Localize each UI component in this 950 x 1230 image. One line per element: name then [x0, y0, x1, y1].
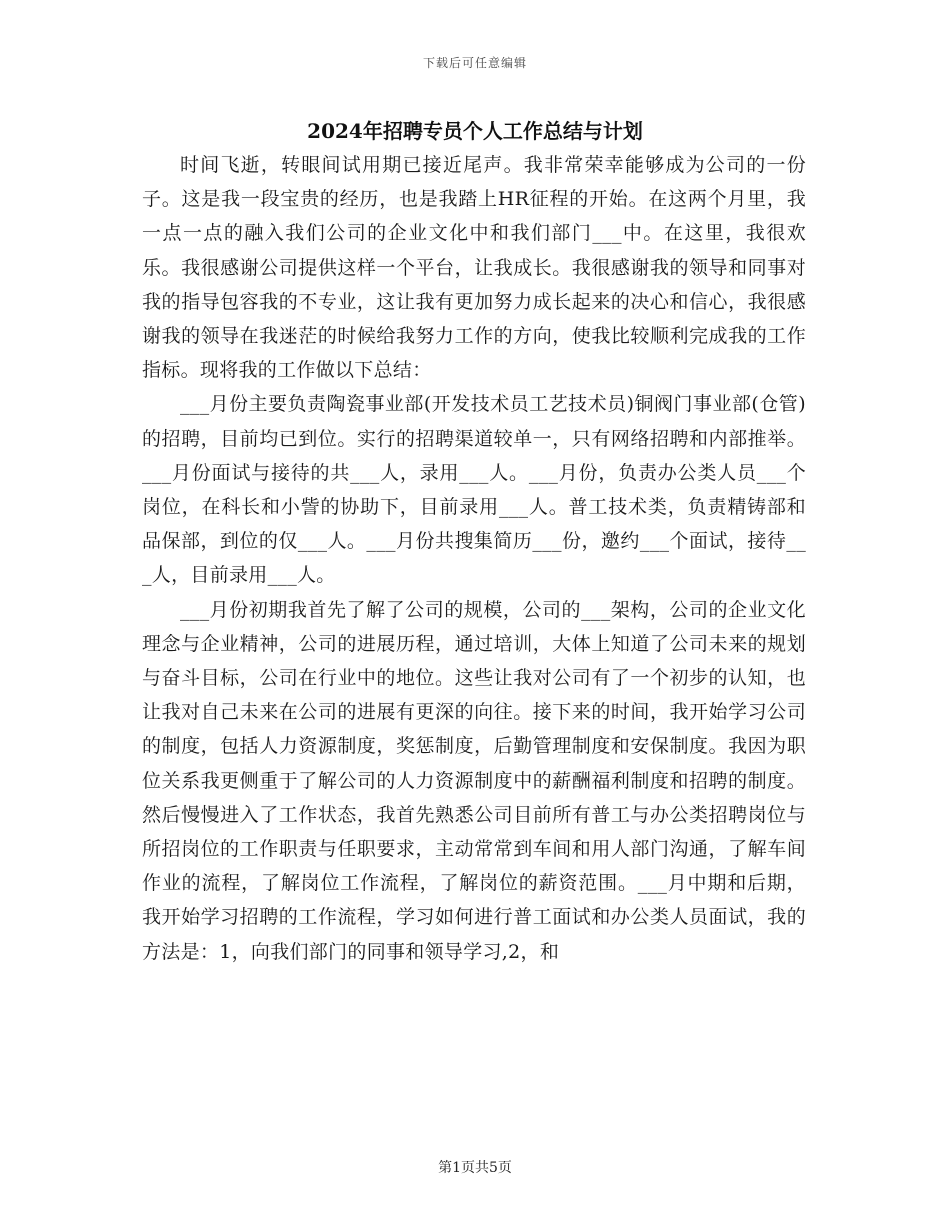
document-title: 2024年招聘专员个人工作总结与计划	[307, 119, 643, 143]
header-note: 下载后可任意编辑	[422, 56, 527, 70]
document-body	[142, 148, 806, 969]
paragraph-learning-process: ___月份初期我首先了解了公司的规模，公司的___架构，公司的企业文化理念与企业精神，公司的进展历程，通过培训，大体上知道了公司未来的规划与奋斗目标，公司在行业中的地位。这些让我对公司有了一个初步的认知，也让我对自己未来在公司的进展有更深的向往。接下来的时间，我开始学习公司的制度，包括人力资源制度，奖惩制度，后勤管理制度和安保制度。我因为职位关系我更侧重于了解公司的人力资源制度中的薪酬福利制度和招聘的制度。然后慢慢进入了工作状态，我首先熟悉公司目前所有普工与办公类招聘岗位与所招岗位的工作职责与任职要求，主动常常到车间和用人部门沟通，了解车间作业的流程，了解岗位工作流程，了解岗位的薪资范围。___月中期和后期，我开始学习招聘的工作流程，学习如何进行普工面试和办公类人员面试，我的方法是：1，向我们部门的同事和领导学习,2，和	[142, 598, 806, 963]
paragraph-recruitment-stats: ___月份主要负责陶瓷事业部(开发技术员工艺技术员)铜阀门事业部(仓管)的招聘，目前均已到位。实行的招聘渠道较单一，只有网络招聘和内部推举。___月份面试与接待的共___人，录用___人。___月份，负责办公类人员___个岗位，在科长和小訾的协助下，目前录用___人。普工技术类，负责精铸部和品保部，到位的仅___人。___月份共搜集简历___份，邀约___个面试，接待___人，目前录用___人。	[142, 393, 806, 587]
paragraph-intro: 时间飞逝，转眼间试用期已接近尾声。我非常荣幸能够成为公司的一份子。这是我一段宝贵的经历，也是我踏上HR征程的开始。在这两个月里，我一点一点的融入我们公司的企业文化中和我们部门___中。在这里，我很欢乐。我很感谢公司提供这样一个平台，让我成长。我很感谢我的领导和同事对我的指导包容我的不专业，这让我有更加努力成长起来的决心和信心，我很感谢我的领导在我迷茫的时候给我努力工作的方向，使我比较顺利完成我的工作指标。现将我的工作做以下总结：	[142, 154, 806, 382]
page-number: 第1页共5页	[438, 1160, 512, 1176]
